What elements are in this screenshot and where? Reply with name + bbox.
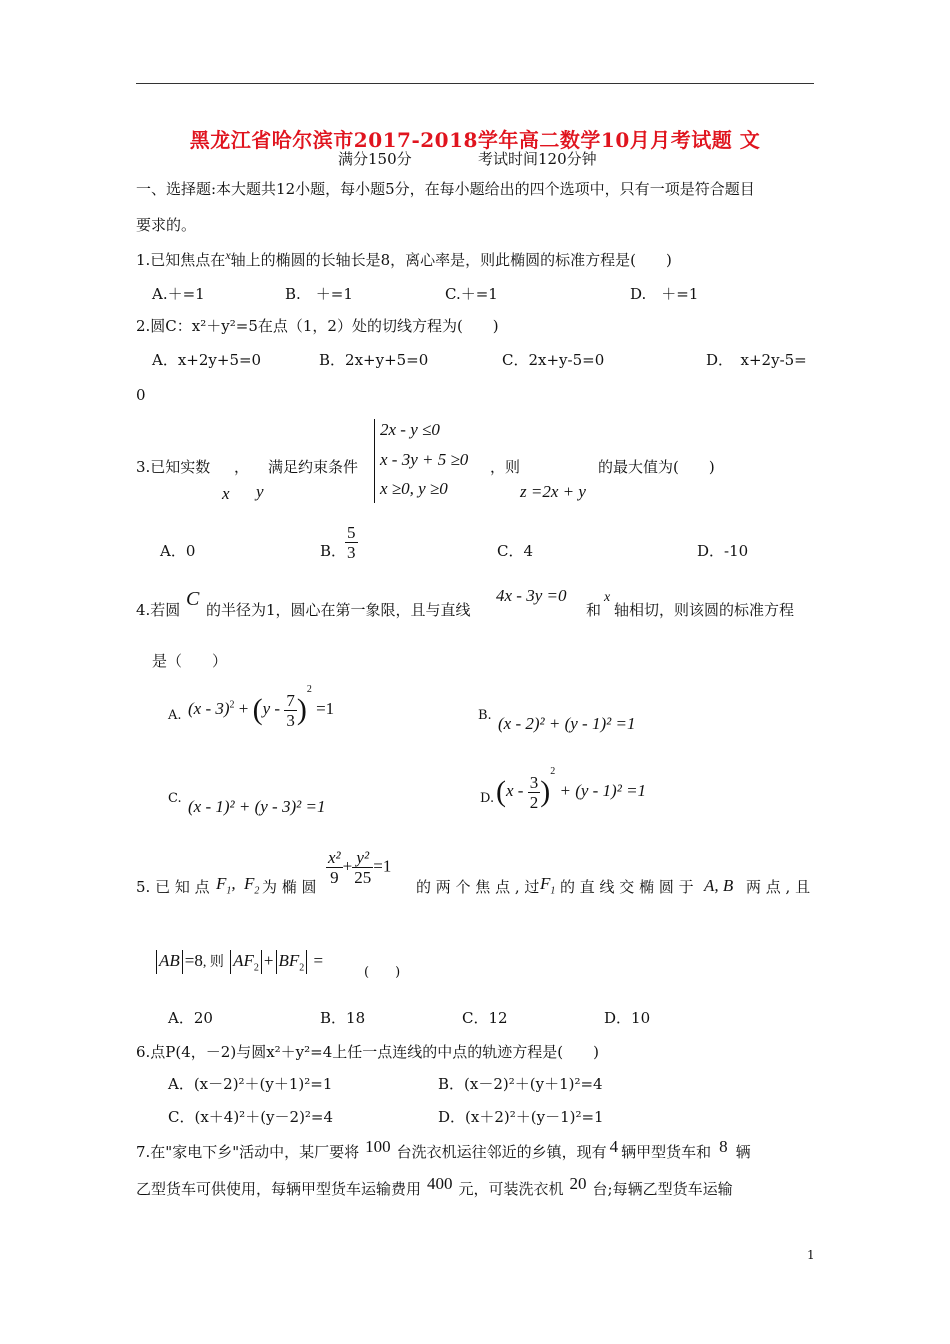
q5-eq8: =8	[184, 950, 203, 970]
q4-d-x: x -	[506, 781, 524, 800]
q3-objective: z =2x + y	[520, 482, 586, 501]
q5-post: 两 点 , 且	[746, 878, 811, 896]
q6-option-c: C．(x＋4)²＋(y－2)²=4	[168, 1108, 334, 1126]
q3-var-x: x	[222, 484, 230, 503]
q3-mid: 满足约束条件	[268, 458, 359, 476]
q4-line: 4x - 3y =0	[496, 586, 567, 605]
q4-option-a-label: A.	[168, 708, 182, 723]
q4-option-d-label: D.	[480, 791, 495, 806]
section-instruction-cont: 要求的。	[136, 216, 197, 234]
q2-option-a: A．x+2y+5=0	[152, 351, 262, 369]
q4-x: x	[604, 590, 611, 605]
q7-line2	[136, 1174, 733, 1199]
q5-ellipse-eq: $\frac{\text{x²}}{9}$ + $\frac{\text{y²}}{25}$ =1	[328, 848, 392, 887]
full-score: 满分150分	[338, 150, 412, 168]
q5-option-b: B．18	[320, 1009, 366, 1027]
page-title: 黑龙江省哈尔滨市2017-2018学年高二数学10月月考试题 文	[189, 128, 761, 152]
q5-mid: 为 椭 圆	[262, 878, 317, 896]
q6-option-a: A．(x－2)²＋(y＋1)²=1	[168, 1075, 333, 1093]
q5-option-c: C．12	[462, 1009, 508, 1027]
q4-option-b-label: B.	[478, 708, 492, 723]
q5-xnum: x²	[328, 848, 341, 867]
q4-a-num: 7	[286, 690, 295, 710]
q7-text-a: 7.在"家电下乡"活动中，某厂要将	[136, 1143, 360, 1161]
question-2: 2.圆C：x²＋y²=5在点（1，2）处的切线方程为( )	[136, 317, 499, 335]
q7-n20: 20	[569, 1174, 587, 1193]
q3-option-c: C．4	[497, 542, 534, 560]
q7-n100: 100	[365, 1137, 391, 1156]
q2-option-c: C．2x+y-5=0	[502, 351, 605, 369]
q5-tail: =	[313, 950, 324, 970]
q4-a-end: =1	[316, 699, 335, 718]
q4-a-den: 3	[286, 710, 295, 730]
q4-pre: 4.若圆	[136, 601, 181, 619]
q5-pre: 5. 已 知 点	[136, 878, 210, 896]
q3-var-y: y	[256, 482, 264, 501]
q1-pre: 1.已知焦点在	[136, 251, 226, 269]
q3-constraint-2: x - 3y + 5 ≥0	[380, 450, 469, 469]
q7-n8: 8	[719, 1137, 728, 1156]
q4-option-c: (x - 1)² + (y - 3)² =1	[188, 797, 326, 816]
q1-var: x	[225, 248, 231, 262]
q7-n400: 400	[427, 1174, 453, 1193]
q5-f1: $F_1$,	[216, 874, 236, 897]
q4-mid: 的半径为1，圆心在第一象限，且与直线	[206, 601, 471, 619]
question-1	[136, 248, 672, 270]
q3-constraint-1: 2x - y ≤0	[380, 420, 440, 439]
q3-pre: 3.已知实数	[136, 458, 211, 476]
q4-option-b: (x - 2)² + (y - 1)² =1	[498, 714, 636, 733]
q7-text-d: 辆	[735, 1143, 751, 1161]
q5-option-d: D．10	[604, 1009, 651, 1027]
q4-d-num: 3	[529, 772, 539, 792]
q3-constraint-3: x ≥0, y ≥0	[380, 479, 448, 498]
q4-option-a: (x - 3)$^2$ + (y - $\frac{7}{3}$ )$^2$ =1	[188, 684, 335, 730]
q3-post: 的最大值为( )	[598, 458, 715, 476]
q4-option-c-label: C.	[168, 791, 182, 806]
q2-option-b: B．2x+y+5=0	[319, 351, 429, 369]
q5-ab-abs: AB	[159, 950, 180, 970]
q1-post: 轴上的椭圆的长轴长是8，离心率是，则此椭圆的标准方程是( )	[230, 251, 672, 269]
q1-option-a: A.＋=1	[152, 285, 205, 303]
q7-line1	[136, 1137, 751, 1162]
q4-post: 轴相切，则该圆的标准方程	[614, 601, 795, 619]
question-6: 6.点P(4，－2)与圆x²＋y²=4上任一点连线的中点的轨迹方程是( )	[136, 1043, 599, 1061]
q7-text-e: 乙型货车可供使用，每辆甲型货车运输费用	[136, 1180, 422, 1198]
q7-text-b: 台洗衣机运往邻近的乡镇，现有	[396, 1143, 607, 1161]
q3-constraint-brace	[374, 419, 375, 503]
q5-condition: AB =8, 则 $AF_2 + BF_2$ =	[154, 950, 323, 974]
q3-comma: ，	[234, 458, 250, 476]
q4-a-term1: (x - 3)	[188, 699, 230, 718]
q2-option-d: D． x+2y-5=	[706, 351, 807, 369]
q7-text-c: 辆甲型货车和	[621, 1143, 712, 1161]
q3-option-d: D．-10	[697, 542, 749, 560]
q3-then: ，则	[490, 458, 521, 476]
q7-n4: 4	[609, 1137, 619, 1156]
q1-option-b: B. ＋=1	[285, 285, 353, 303]
q4-circle-c: C	[186, 588, 200, 610]
q4-wrap: 是（ ）	[152, 652, 228, 670]
q5-mid3: 的 直 线 交 椭 圆 于	[560, 878, 694, 896]
q5-option-a: A．20	[168, 1009, 213, 1027]
page-number: 1	[807, 1248, 815, 1262]
q6-option-b: B．(x－2)²＋(y＋1)²=4	[438, 1075, 603, 1093]
q1-option-d: D. ＋=1	[630, 285, 699, 303]
q5-af2: AF	[233, 950, 254, 970]
q5-bf2: BF	[278, 950, 300, 970]
q4-a-y: y -	[262, 699, 281, 718]
q5-then: , 则	[202, 954, 224, 970]
q5-yden: 25	[354, 868, 372, 887]
q3-option-b-label: B．	[320, 542, 347, 560]
q6-option-d: D．(x＋2)²＋(y－1)²=1	[438, 1108, 604, 1126]
exam-time: 考试时间120分钟	[478, 150, 597, 168]
q5-eq1: =1	[373, 856, 392, 876]
q7-text-f: 元，可装洗衣机	[458, 1180, 564, 1198]
header-rule	[136, 83, 814, 84]
q3-option-a: A．0	[160, 542, 196, 560]
q5-paren: ( )	[364, 965, 401, 980]
q4-and: 和	[586, 601, 602, 619]
q5-f1-b: $F_1$	[540, 874, 556, 897]
section-instruction: 一、选择题:本大题共12小题，每小题5分，在每小题给出的四个选项中，只有一项是符合题目	[136, 180, 755, 198]
q3-option-b-num: 5	[347, 523, 356, 542]
q7-text-g: 台;每辆乙型货车运输	[592, 1180, 733, 1198]
q4-option-d: (x - $\frac{3}{2}$ )$^2$ + (y - 1)² =1	[496, 766, 647, 812]
q4-d-end: + (y - 1)² =1	[559, 781, 647, 800]
q3-option-b-frac	[345, 523, 358, 562]
q5-ynum: y²	[352, 848, 373, 868]
q5-ab: A, B	[704, 876, 734, 895]
q1-option-c: C.＋=1	[445, 285, 498, 303]
q4-d-den: 2	[529, 792, 539, 812]
q3-option-b-den: 3	[347, 543, 356, 562]
q5-mid2: 的 两 个 焦 点 , 过	[416, 878, 540, 896]
q5-xden: 9	[330, 868, 339, 887]
q2-option-d-wrap: 0	[136, 386, 146, 404]
q5-f2: $F_2$	[244, 874, 260, 897]
